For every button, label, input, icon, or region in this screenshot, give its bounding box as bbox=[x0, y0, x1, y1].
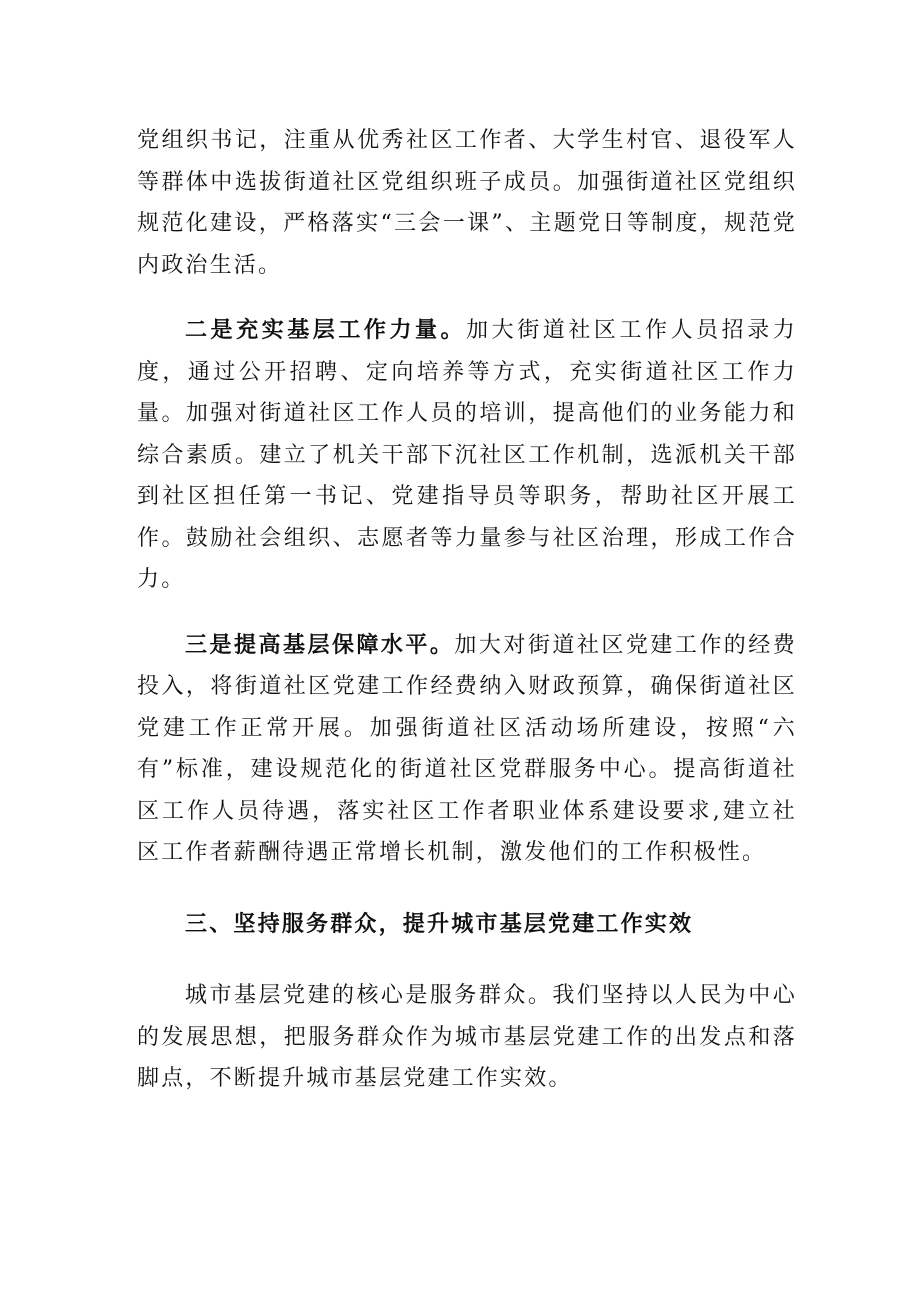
paragraph-guarantee bbox=[137, 625, 797, 874]
document-body bbox=[137, 120, 797, 1100]
section-heading: 三、坚持服务群众，提升城市基层党建工作实效 bbox=[185, 911, 694, 937]
paragraph-staffing-lead: 二是充实基层工作力量。 bbox=[185, 318, 467, 343]
paragraph-guarantee-body: 加大对街道社区党建工作的经费投入，将街道社区党建工作经费纳入财政预算，确保街道社区党建工作正常开展。加强街道社区活动场所建设，按照“六有”标准，建设规范化的街道社区党群服务中心。提高街道社区工作人员待遇，落实社区工作者职业体系建设要求,建立社区工作者薪酬待遇正常增长机制，激发他们的工作积极性。 bbox=[137, 632, 797, 865]
paragraph-guarantee-lead: 三是提高基层保障水平。 bbox=[185, 632, 455, 658]
paragraph-staffing bbox=[137, 310, 797, 601]
paragraph-continuation: 党组织书记，注重从优秀社区工作者、大学生村官、退役军人等群体中选拔街道社区党组织班子成员。加强街道社区党组织规范化建设，严格落实“三会一课”、主题党日等制度，规范党内政治生活。 bbox=[137, 128, 797, 278]
paragraph-staffing-body: 加大街道社区工作人员招录力度，通过公开招聘、定向培养等方式，充实街道社区工作力量。加强对街道社区工作人员的培训，提高他们的业务能力和综合素质。建立了机关干部下沉社区工作机制，选派机关干部到社区担任第一书记、党建指导员等职务，帮助社区开展工作。鼓励社会组织、志愿者等力量参与社区治理，形成工作合力。 bbox=[137, 318, 797, 592]
paragraph-serve-masses: 城市基层党建的核心是服务群众。我们坚持以人民为中心的发展思想，把服务群众作为城市基层党建工作的出发点和落脚点，不断提升城市基层党建工作实效。 bbox=[137, 983, 797, 1091]
